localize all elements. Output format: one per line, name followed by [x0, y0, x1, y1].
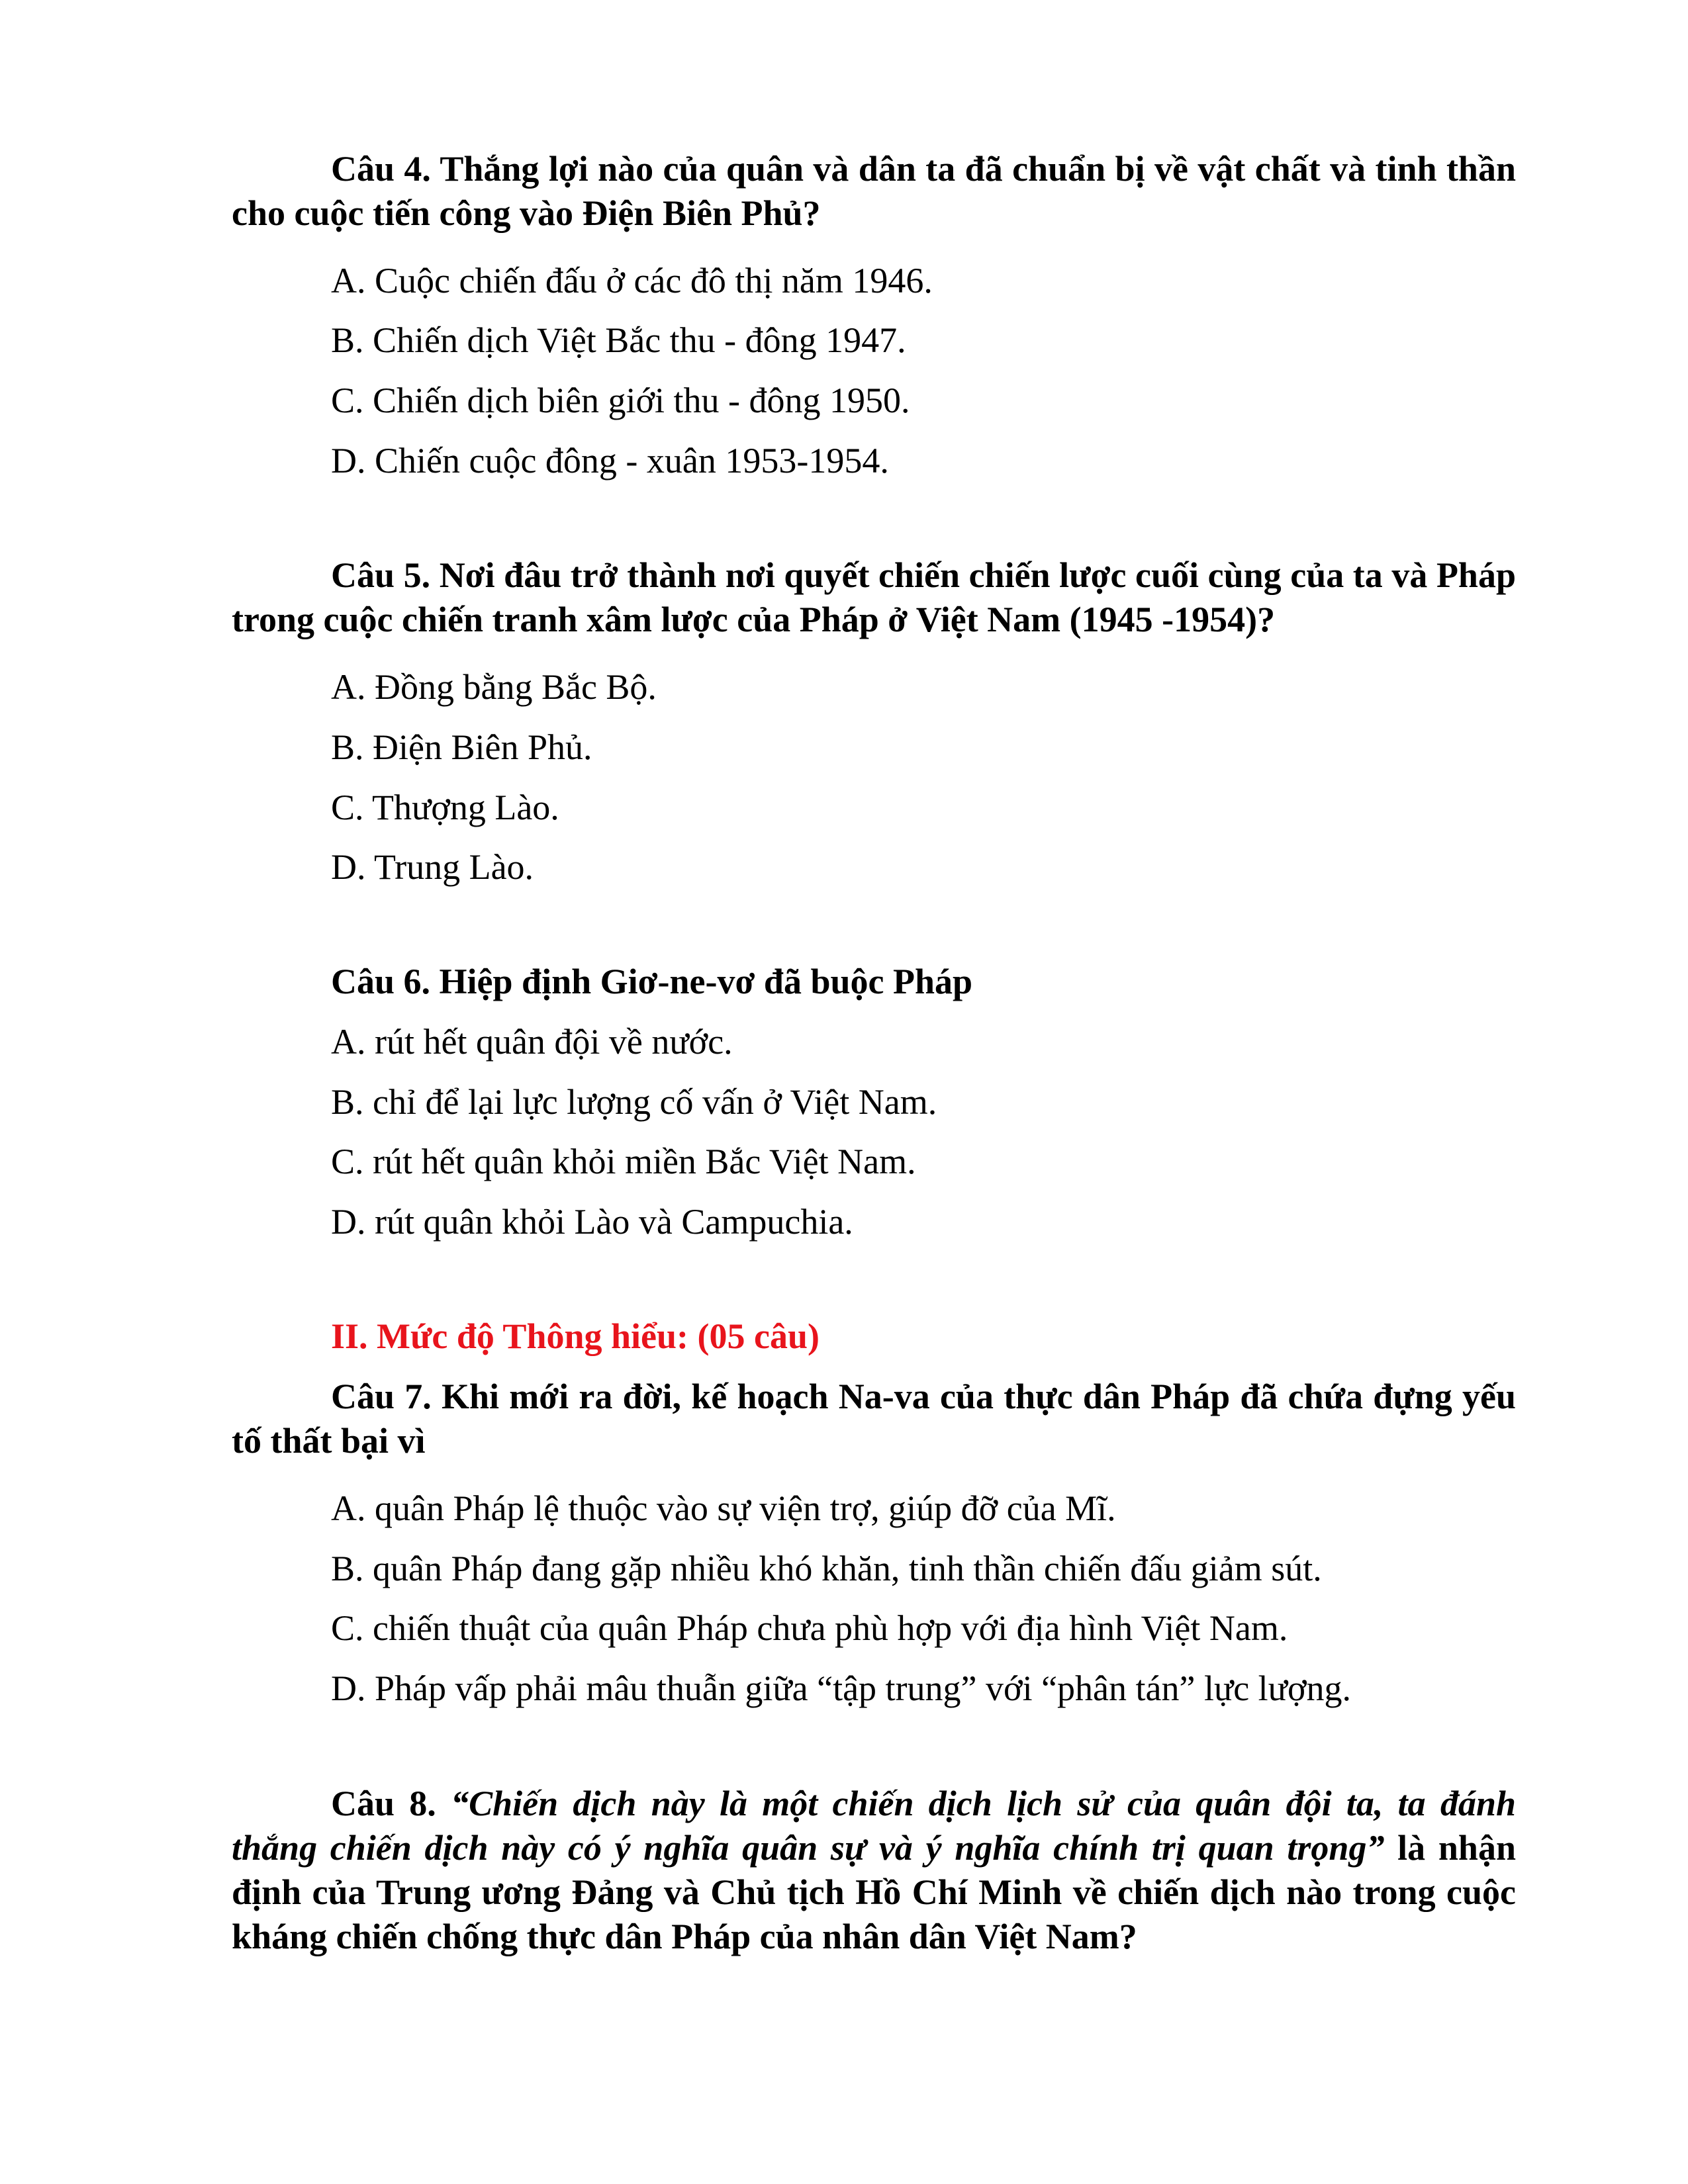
- question-7-option-b: B. quân Pháp đang gặp nhiều khó khăn, tinh thần chiến đấu giảm sút.: [331, 1549, 1322, 1588]
- question-7-option-d: D. Pháp vấp phải mâu thuẫn giữa “tập trung” với “phân tán” lực lượng.: [331, 1668, 1352, 1708]
- question-7-option-c: C. chiến thuật của quân Pháp chưa phù hợp với địa hình Việt Nam.: [331, 1608, 1288, 1648]
- question-8-text: [232, 1782, 1516, 1959]
- question-block-8: [232, 1782, 1516, 1959]
- question-block-7: [232, 1375, 1516, 1463]
- question-block-6: [232, 960, 1516, 1004]
- question-block-5: [232, 553, 1516, 642]
- question-8-label: Câu 8.: [331, 1784, 436, 1823]
- question-4-text: Câu 4. Thắng lợi nào của quân và dân ta đã chuẩn bị về vật chất và tinh thần cho cuộc tiến công vào Điện Biên Phủ?: [232, 149, 1516, 233]
- question-4-option-c: C. Chiến dịch biên giới thu - đông 1950.: [331, 381, 910, 420]
- section-heading: II. Mức độ Thông hiểu: (05 câu): [331, 1316, 820, 1356]
- question-6-option-a: A. rút hết quân đội về nước.: [331, 1022, 733, 1062]
- question-6-option-d: D. rút quân khỏi Lào và Campuchia.: [331, 1202, 853, 1242]
- question-block-4: [232, 147, 1516, 236]
- question-5-option-b: B. Điện Biên Phủ.: [331, 727, 592, 767]
- question-5-option-c: C. Thượng Lào.: [331, 788, 559, 827]
- question-4-option-d: D. Chiến cuộc đông - xuân 1953-1954.: [331, 441, 889, 480]
- question-5-option-d: D. Trung Lào.: [331, 847, 534, 887]
- question-7-text: Câu 7. Khi mới ra đời, kế hoạch Na-va của thực dân Pháp đã chứa đựng yếu tố thất bại vì: [232, 1377, 1516, 1461]
- question-8-quote: “Chiến dịch này là một chiến dịch lịch sử của quân đội ta, ta đánh thắng chiến dịch này có ý nghĩa quân sự và ý nghĩa chính trị quan trọng”: [232, 1784, 1517, 1868]
- question-7-option-a: A. quân Pháp lệ thuộc vào sự viện trợ, giúp đỡ của Mĩ.: [331, 1488, 1116, 1528]
- question-6-text: Câu 6. Hiệp định Giơ-ne-vơ đã buộc Pháp: [331, 962, 973, 1001]
- question-5-option-a: A. Đồng bằng Bắc Bộ.: [331, 667, 657, 707]
- question-6-option-b: B. chỉ để lại lực lượng cố vấn ở Việt Nam.: [331, 1082, 937, 1122]
- question-8-rest: là nhận định của Trung ương Đảng và Chủ tịch Hồ Chí Minh về chiến dịch nào trong cuộc kháng chiến chống thực dân Pháp của nhân dân Việt Nam?: [232, 1828, 1516, 1956]
- question-4-option-b: B. Chiến dịch Việt Bắc thu - đông 1947.: [331, 320, 906, 360]
- question-6-option-c: C. rút hết quân khỏi miền Bắc Việt Nam.: [331, 1142, 916, 1181]
- question-5-text: Câu 5. Nơi đâu trở thành nơi quyết chiến chiến lược cuối cùng của ta và Pháp trong cuộc chiến tranh xâm lược của Pháp ở Việt Nam (1945 -1954)?: [232, 555, 1516, 639]
- question-4-option-a: A. Cuộc chiến đấu ở các đô thị năm 1946.: [331, 261, 933, 300]
